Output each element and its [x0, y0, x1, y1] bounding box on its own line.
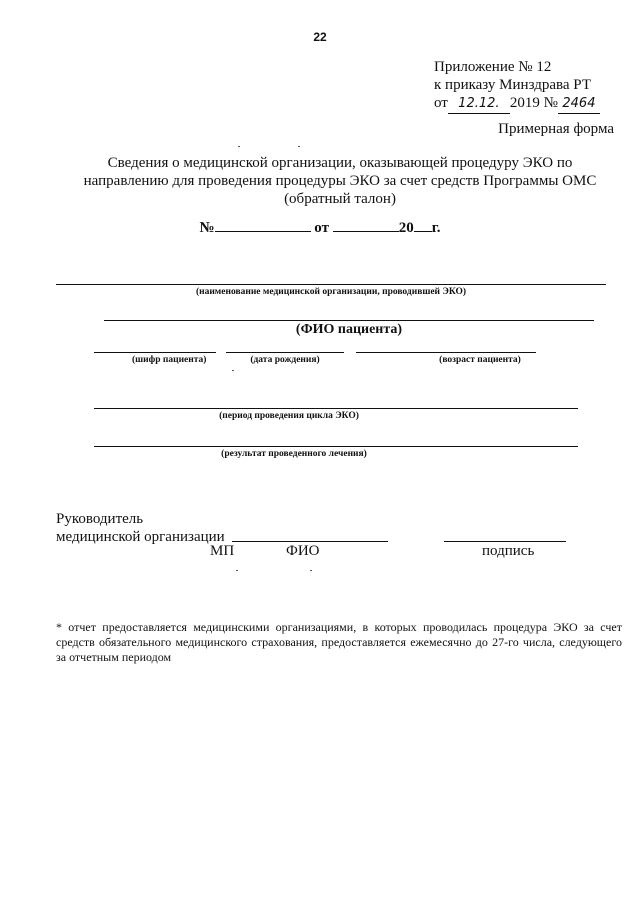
- patient-code-caption: (шифр пациента): [132, 355, 207, 365]
- birth-date-line[interactable]: [226, 352, 344, 353]
- cycle-period-line[interactable]: [94, 408, 578, 409]
- stamp-label: МП: [210, 543, 235, 559]
- cycle-period-caption: (период проведения цикла ЭКО): [219, 411, 359, 421]
- appendix-date-line: [434, 94, 600, 114]
- footnote: * отчет предоставляется медицинскими организациями, в которых проводилась процедура ЭКО за счет средств обязательного медицинского страхования, предоставляется ежемесячно до 27-го числа, следующего за отчетным периодом: [56, 620, 622, 664]
- appendix-date-prefix: от: [434, 95, 448, 111]
- date-blank[interactable]: [333, 218, 399, 232]
- appendix-order: к приказу Минздрава РТ: [434, 77, 591, 93]
- appendix-block: [434, 58, 600, 114]
- appendix-title: Приложение № 12: [434, 59, 552, 75]
- handwritten-date: 12.12.: [448, 95, 510, 114]
- org-name-caption: (наименование медицинской организации, проводившей ЭКО): [195, 287, 467, 297]
- org-name-line[interactable]: [56, 284, 606, 285]
- page-number: 22: [313, 30, 327, 44]
- year-suffix: г.: [431, 220, 441, 236]
- head-title-2: медицинской организации: [56, 529, 225, 545]
- title-line-1: Сведения о медицинской организации, оказывающей процедуру ЭКО по: [107, 155, 573, 171]
- patient-fio-line[interactable]: [104, 320, 594, 321]
- handwritten-number: 2464: [558, 95, 600, 114]
- year-prefix: 20: [398, 220, 414, 236]
- form-type-label: Примерная форма: [498, 121, 614, 137]
- treatment-result-line[interactable]: [94, 446, 578, 447]
- year-blank[interactable]: [414, 218, 432, 232]
- form-title: [60, 154, 620, 208]
- scan-speck: [232, 370, 234, 371]
- head-title-1: Руководитель: [56, 511, 144, 527]
- from-label: от: [314, 220, 329, 236]
- age-caption: (возраст пациента): [439, 355, 521, 365]
- fio-label: ФИО: [286, 543, 320, 559]
- number-blank[interactable]: [215, 218, 311, 232]
- title-line-2: направлению для проведения процедуры ЭКО за счет средств Программы ОМС: [83, 173, 597, 189]
- number-sign: №: [199, 220, 215, 236]
- signature-label: подпись: [482, 543, 535, 559]
- scan-speck: [310, 570, 312, 571]
- scan-speck: [298, 146, 300, 147]
- treatment-result-caption: (результат проведенного лечения): [221, 449, 367, 459]
- scan-speck: [238, 146, 240, 147]
- patient-code-line[interactable]: [94, 352, 216, 353]
- patient-fio-caption: (ФИО пациента): [295, 322, 403, 337]
- title-line-3: (обратный талон): [284, 191, 396, 207]
- appendix-year-text: 2019 №: [509, 95, 558, 111]
- document-number-line: [0, 218, 640, 237]
- birth-date-caption: (дата рождения): [250, 355, 320, 365]
- scan-speck: [236, 570, 238, 571]
- age-line[interactable]: [356, 352, 536, 353]
